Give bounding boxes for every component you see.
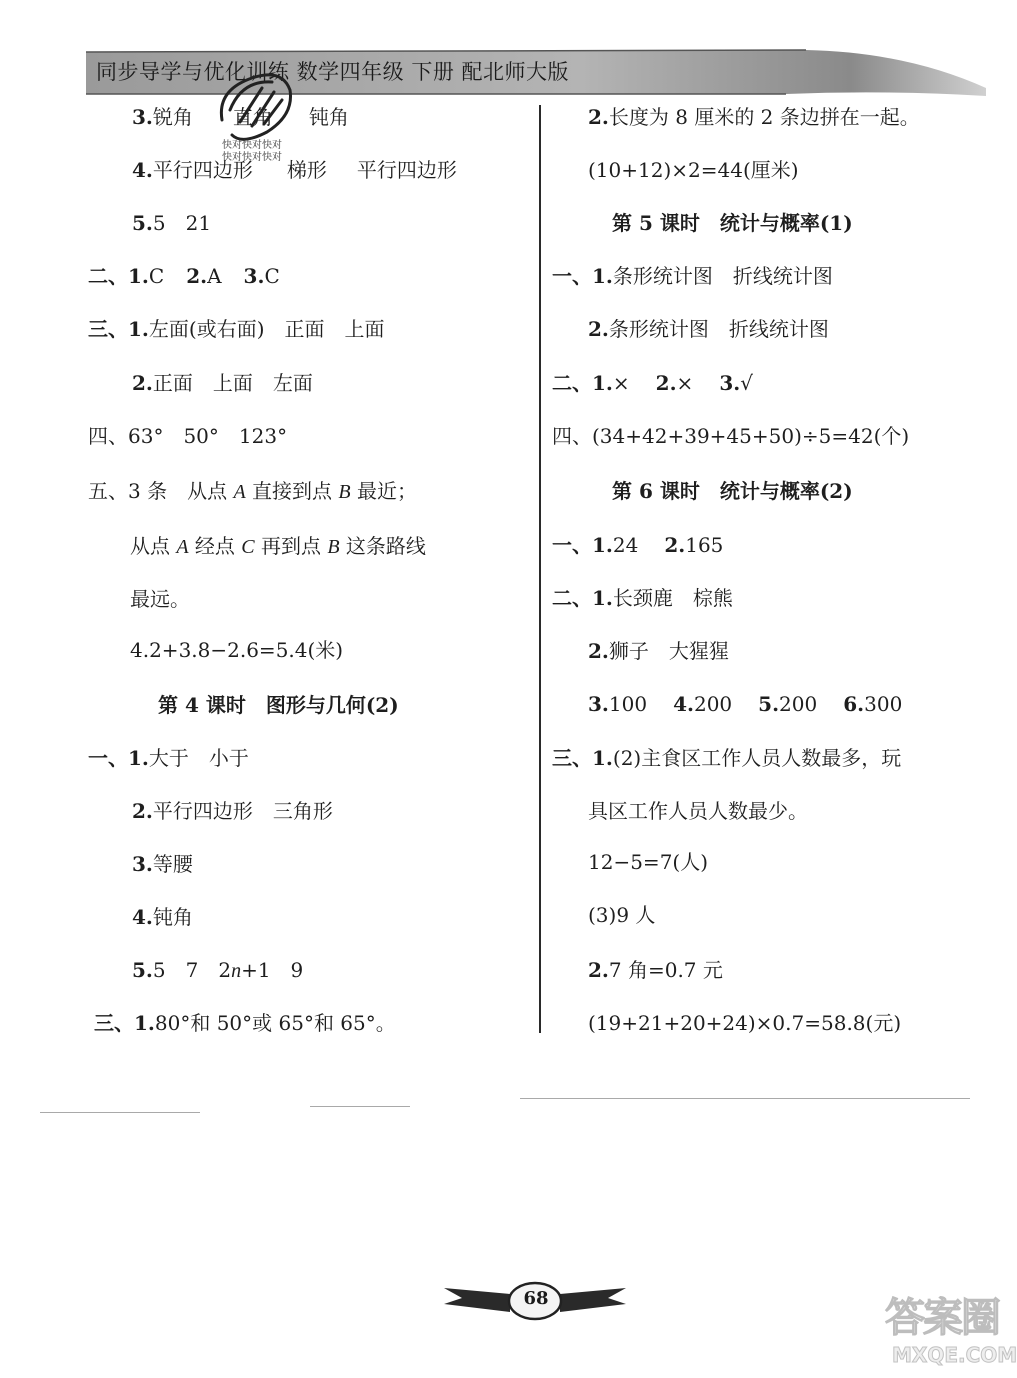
answer-text: 200: [693, 692, 733, 716]
left-line-10: 最远。: [130, 587, 190, 611]
item-number: 4.: [132, 158, 153, 182]
variable-label: n: [231, 960, 242, 982]
stamp-text-1: 快对快对快对: [222, 140, 282, 151]
answer-text: 这条路线: [339, 534, 426, 558]
right-line-4: [588, 314, 829, 344]
item-number: 6.: [843, 692, 865, 716]
right-line-15: [588, 955, 723, 985]
item-number: 3.: [588, 692, 609, 716]
answer-text: 80°和 50°或 65°和 65°。: [154, 1011, 396, 1035]
item-number: 4.: [673, 692, 694, 716]
answer-text: 狮子 大猩猩: [608, 639, 729, 663]
right-line-9: [588, 636, 729, 666]
section-title-lesson-6: 第 6 课时 统计与概率(2): [612, 479, 853, 503]
answer-text: C: [148, 264, 165, 288]
answer-text: 再到点: [254, 534, 328, 558]
item-number: 2.: [655, 371, 677, 395]
right-line-12: 具区工作人员人数最少。: [588, 799, 808, 823]
answer-text: A: [207, 264, 222, 288]
left-line-9: [130, 531, 426, 562]
left-line-13: [132, 796, 333, 826]
item-number: 三、1.: [552, 746, 613, 770]
right-line-7: [552, 530, 723, 560]
left-line-14: [132, 849, 193, 879]
item-number: 3.: [243, 264, 265, 288]
item-number: 二、1.: [88, 264, 149, 288]
answer-text: 5 21: [152, 211, 212, 235]
left-line-5: [88, 314, 385, 344]
answer-text: 条形统计图 折线统计图: [612, 264, 833, 288]
item-number: 2.: [588, 639, 609, 663]
watermark-logo: 答案圈: [885, 1295, 999, 1341]
answer-text: 5 7 2: [152, 958, 232, 982]
left-line-12: [88, 743, 249, 773]
answer-text: 长颈鹿 棕熊: [612, 586, 733, 610]
answer-text: 经点: [188, 534, 242, 558]
footer-rule: [520, 1098, 970, 1099]
point-label: B: [338, 481, 351, 503]
answer-text: 条形统计图 折线统计图: [608, 317, 829, 341]
left-line-11: 4.2+3.8−2.6=5.4(米): [130, 638, 344, 662]
left-line-17: [94, 1008, 396, 1038]
answer-text: 直角: [232, 105, 273, 129]
point-label: B: [327, 536, 340, 558]
item-number: 2.: [588, 105, 609, 129]
footer-rule: [40, 1112, 200, 1113]
item-number: 3.: [132, 105, 153, 129]
answer-text: 正面 上面 左面: [152, 371, 313, 395]
answer-text: +1 9: [241, 958, 304, 982]
right-line-8: [552, 583, 733, 613]
right-line-2: (10+12)×2=44(厘米): [588, 158, 799, 182]
answer-text: 165: [685, 533, 724, 557]
answer-text: 平行四边形 三角形: [152, 799, 333, 823]
point-label: A: [233, 481, 246, 503]
item-number: 2.: [588, 317, 609, 341]
item-number: 4.: [132, 905, 153, 929]
item-number: 2.: [588, 958, 609, 982]
answer-text: 五、3 条 从点: [88, 479, 234, 503]
item-number: 5.: [758, 692, 780, 716]
item-number: 二、1.: [552, 586, 613, 610]
section-title-lesson-5: 第 5 课时 统计与概率(1): [612, 211, 853, 235]
item-number: 二、1.: [552, 371, 613, 395]
right-line-16: (19+21+20+24)×0.7=58.8(元): [588, 1011, 902, 1035]
answer-text: 等腰: [152, 852, 193, 876]
item-number: 3.: [719, 371, 741, 395]
left-line-1: [132, 102, 349, 132]
left-line-4: [88, 261, 280, 291]
left-line-2: [132, 155, 457, 185]
answer-text: 7 角=0.7 元: [608, 958, 723, 982]
answer-mark: ×: [676, 371, 694, 395]
left-line-7: 四、63° 50° 123°: [88, 424, 288, 448]
right-line-5: [552, 368, 753, 398]
right-line-3: [552, 261, 833, 291]
item-number: 5.: [132, 958, 153, 982]
answer-text: 左面(或右面) 正面 上面: [148, 317, 385, 341]
answer-text: 锐角: [152, 105, 193, 129]
item-number: 2.: [664, 533, 686, 557]
answer-text: 直接到点: [245, 479, 339, 503]
item-number: 一、1.: [552, 533, 613, 557]
answer-text: 从点: [130, 534, 177, 558]
item-number: 三、1.: [94, 1011, 155, 1035]
answer-text: 钝角: [308, 105, 349, 129]
answer-text: C: [264, 264, 280, 288]
left-line-16: [132, 955, 303, 986]
column-divider: [539, 105, 541, 1033]
watermark-url: MXQE.COM: [892, 1343, 1017, 1367]
answer-text: 200: [779, 692, 818, 716]
item-number: 2.: [132, 371, 153, 395]
section-title-lesson-4: 第 4 课时 图形与几何(2): [158, 693, 399, 717]
point-label: C: [241, 536, 255, 558]
header-title: 同步导学与优化训练 数学四年级 下册 配北师大版: [96, 60, 570, 84]
answer-text: 300: [864, 692, 903, 716]
answer-text: (2)主食区工作人员人数最多，玩: [612, 746, 902, 770]
page-number: 68: [523, 1288, 549, 1309]
item-number: 3.: [132, 852, 153, 876]
answer-mark: √: [740, 371, 753, 395]
answer-text: 平行四边形: [152, 158, 253, 182]
item-number: 一、1.: [552, 264, 613, 288]
item-number: 2.: [132, 799, 153, 823]
right-line-14: (3)9 人: [588, 903, 656, 927]
answer-text: 钝角: [152, 905, 193, 929]
answer-text: 100: [608, 692, 648, 716]
right-line-13: 12−5=7(人): [588, 850, 709, 874]
right-line-1: [588, 102, 920, 132]
item-number: 一、1.: [88, 746, 149, 770]
answer-text: 长度为 8 厘米的 2 条边拼在一起。: [608, 105, 920, 129]
item-number: 5.: [132, 211, 153, 235]
item-number: 2.: [186, 264, 208, 288]
left-line-3: [132, 208, 211, 238]
answer-text: 平行四边形: [356, 158, 457, 182]
answer-mark: ×: [612, 371, 630, 395]
answer-text: 梯形: [286, 158, 327, 182]
answer-text: 最近；: [350, 479, 417, 503]
left-line-6: [132, 368, 313, 398]
item-number: 三、1.: [88, 317, 149, 341]
right-line-6: 四、(34+42+39+45+50)÷5=42(个): [552, 424, 910, 448]
left-line-8: [88, 476, 417, 507]
right-line-11: [552, 743, 901, 773]
right-line-10: [588, 689, 902, 719]
point-label: A: [176, 536, 189, 558]
stamp-text-2: 快对快对快对: [222, 152, 282, 163]
answer-text: 24: [612, 533, 639, 557]
left-line-15: [132, 902, 193, 932]
answer-text: 大于 小于: [148, 746, 249, 770]
footer-rule: [310, 1106, 410, 1107]
